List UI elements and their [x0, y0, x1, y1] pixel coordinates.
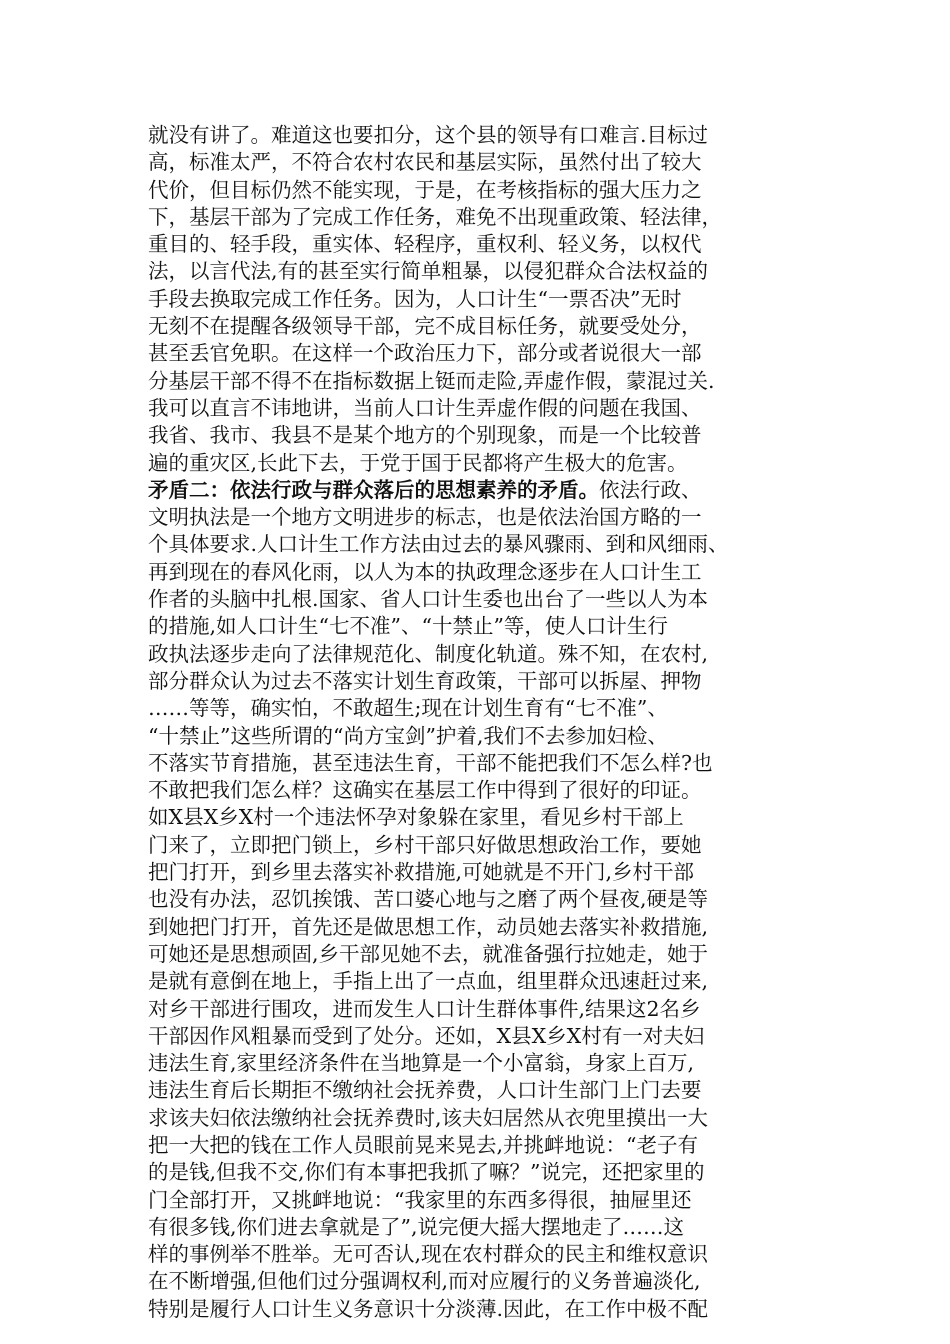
text-line: 是就有意倒在地上，手指上出了一点血，组里群众迅速赶过来,: [148, 969, 709, 994]
text-line: ……等等，确实怕，不敢超生;现在计划生育有“七不准”、: [148, 696, 668, 721]
text-line: 政执法逐步走向了法律规范化、制度化轨道。殊不知，在农村,: [148, 641, 709, 666]
text-line: 部分群众认为过去不落实计划生育政策，干部可以拆屋、押物: [148, 668, 702, 693]
paragraph-2: [148, 504, 828, 1323]
text-line: 高，标准太严，不符合农村农民和基层实际，虽然付出了较大: [148, 150, 702, 175]
text-line: 把一大把的钱在工作人员眼前晃来晃去,并挑衅地说：“老子有: [148, 1132, 698, 1157]
paragraph-1: [148, 122, 828, 477]
text-line: 无刻不在提醒各级领导干部，完不成目标任务，就要受处分，: [148, 314, 702, 339]
text-line: 文明执法是一个地方文明进步的标志，也是依法治国方略的一: [148, 505, 702, 530]
text-line: 不落实节育措施，甚至违法生育，干部不能把我们不怎么样?也: [148, 750, 713, 775]
text-line: 的措施,如人口计生“七不准”、“十禁止”等，使人口计生行: [148, 614, 668, 639]
text-line: 再到现在的春风化雨，以人为本的执政理念逐步在人口计生工: [148, 559, 702, 584]
text-line: 我可以直言不讳地讲，当前人口计生弄虚作假的问题在我国、: [148, 395, 702, 420]
text-line: 个具体要求.人口计生工作方法由过去的暴风骤雨、到和风细雨、: [148, 532, 729, 557]
text-line: 干部因作风粗暴而受到了处分。还如，X县X乡X村有一对夫妇: [148, 1023, 705, 1048]
document-body: [148, 122, 828, 1323]
text-line: 可她还是思想顽固,乡干部见她不去，就准备强行拉她走，她于: [148, 941, 709, 966]
text-line: 门全部打开，又挑衅地说：“我家里的东西多得很，抽屉里还: [148, 1187, 692, 1212]
text-line: 分基层干部不得不在指标数据上铤而走险,弄虚作假，蒙混过关.: [148, 368, 715, 393]
text-line: 特别是履行人口计生义务意识十分淡薄.因此，在工作中极不配: [148, 1296, 709, 1321]
text-line: 下，基层干部为了完成工作任务，难免不出现重政策、轻法律，: [148, 204, 722, 229]
text-line: 求该夫妇依法缴纳社会抚养费时,该夫妇居然从衣兜里摸出一大: [148, 1105, 709, 1130]
text-line: 法，以言代法,有的甚至实行简单粗暴，以侵犯群众合法权益的: [148, 259, 709, 284]
text-line: 有很多钱,你们进去拿就是了”,说完便大摇大摆地走了……这: [148, 1214, 685, 1239]
text-line: 对乡干部进行围攻，进而发生人口计生群体事件,结果这2名乡: [148, 996, 701, 1021]
text-line: 重目的、轻手段，重实体、轻程序，重权利、轻义务，以权代: [148, 232, 702, 257]
heading-line-contradiction-two: [148, 477, 828, 504]
text-line: “十禁止”这些所谓的“尚方宝剑”护着,我们不去参加妇检、: [148, 723, 668, 748]
text-line: 手段去换取完成工作任务。因为，人口计生“一票否决”无时: [148, 286, 682, 311]
text-line: 就没有讲了。难道这也要扣分，这个县的领导有口难言.目标过: [148, 123, 709, 147]
text-line: 违法生育后长期拒不缴纳社会抚养费，人口计生部门上门去要: [148, 1078, 702, 1103]
text-line: 样的事例举不胜举。无可否认,现在农村群众的民主和维权意识: [148, 1242, 709, 1267]
text-line: 把门打开，到乡里去落实补救措施,可她就是不开门,乡村干部: [148, 860, 695, 885]
text-line: 在不断增强,但他们过分强调权利,而对应履行的义务普遍淡化,: [148, 1269, 701, 1294]
text-line: 甚至丢官免职。在这样一个政治压力下，部分或者说很大一部: [148, 341, 702, 366]
text-line: 遍的重灾区,长此下去，于党于国于民都将产生极大的危害。: [148, 450, 688, 475]
text-line: 的是钱,但我不交,你们有本事把我抓了嘛？”说完，还把家里的: [148, 1160, 705, 1185]
heading-line-continuation: 依法行政、: [599, 477, 702, 502]
text-line: 违法生育,家里经济条件在当地算是一个小富翁，身家上百万,: [148, 1051, 695, 1076]
text-line: 作者的头脑中扎根.国家、省人口计生委也出台了一些以人为本: [148, 587, 709, 612]
text-line: 如X县X乡X村一个违法怀孕对象躲在家里，看见乡村干部上: [148, 805, 684, 830]
text-line: 不敢把我们怎么样？这确实在基层工作中得到了很好的印证。: [148, 778, 702, 803]
section-heading-contradiction-two: 矛盾二：依法行政与群众落后的思想素养的矛盾。: [148, 477, 599, 502]
text-line: 到她把门打开，首先还是做思想工作，动员她去落实补救措施,: [148, 914, 709, 939]
text-line: 也没有办法，忍饥挨饿、苦口婆心地与之磨了两个昼夜,硬是等: [148, 887, 709, 912]
text-line: 门来了，立即把门锁上，乡村干部只好做思想政治工作，要她: [148, 832, 702, 857]
text-line: 我省、我市、我县不是某个地方的个别现象，而是一个比较普: [148, 423, 702, 448]
text-line: 代价，但目标仍然不能实现，于是，在考核指标的强大压力之: [148, 177, 702, 202]
